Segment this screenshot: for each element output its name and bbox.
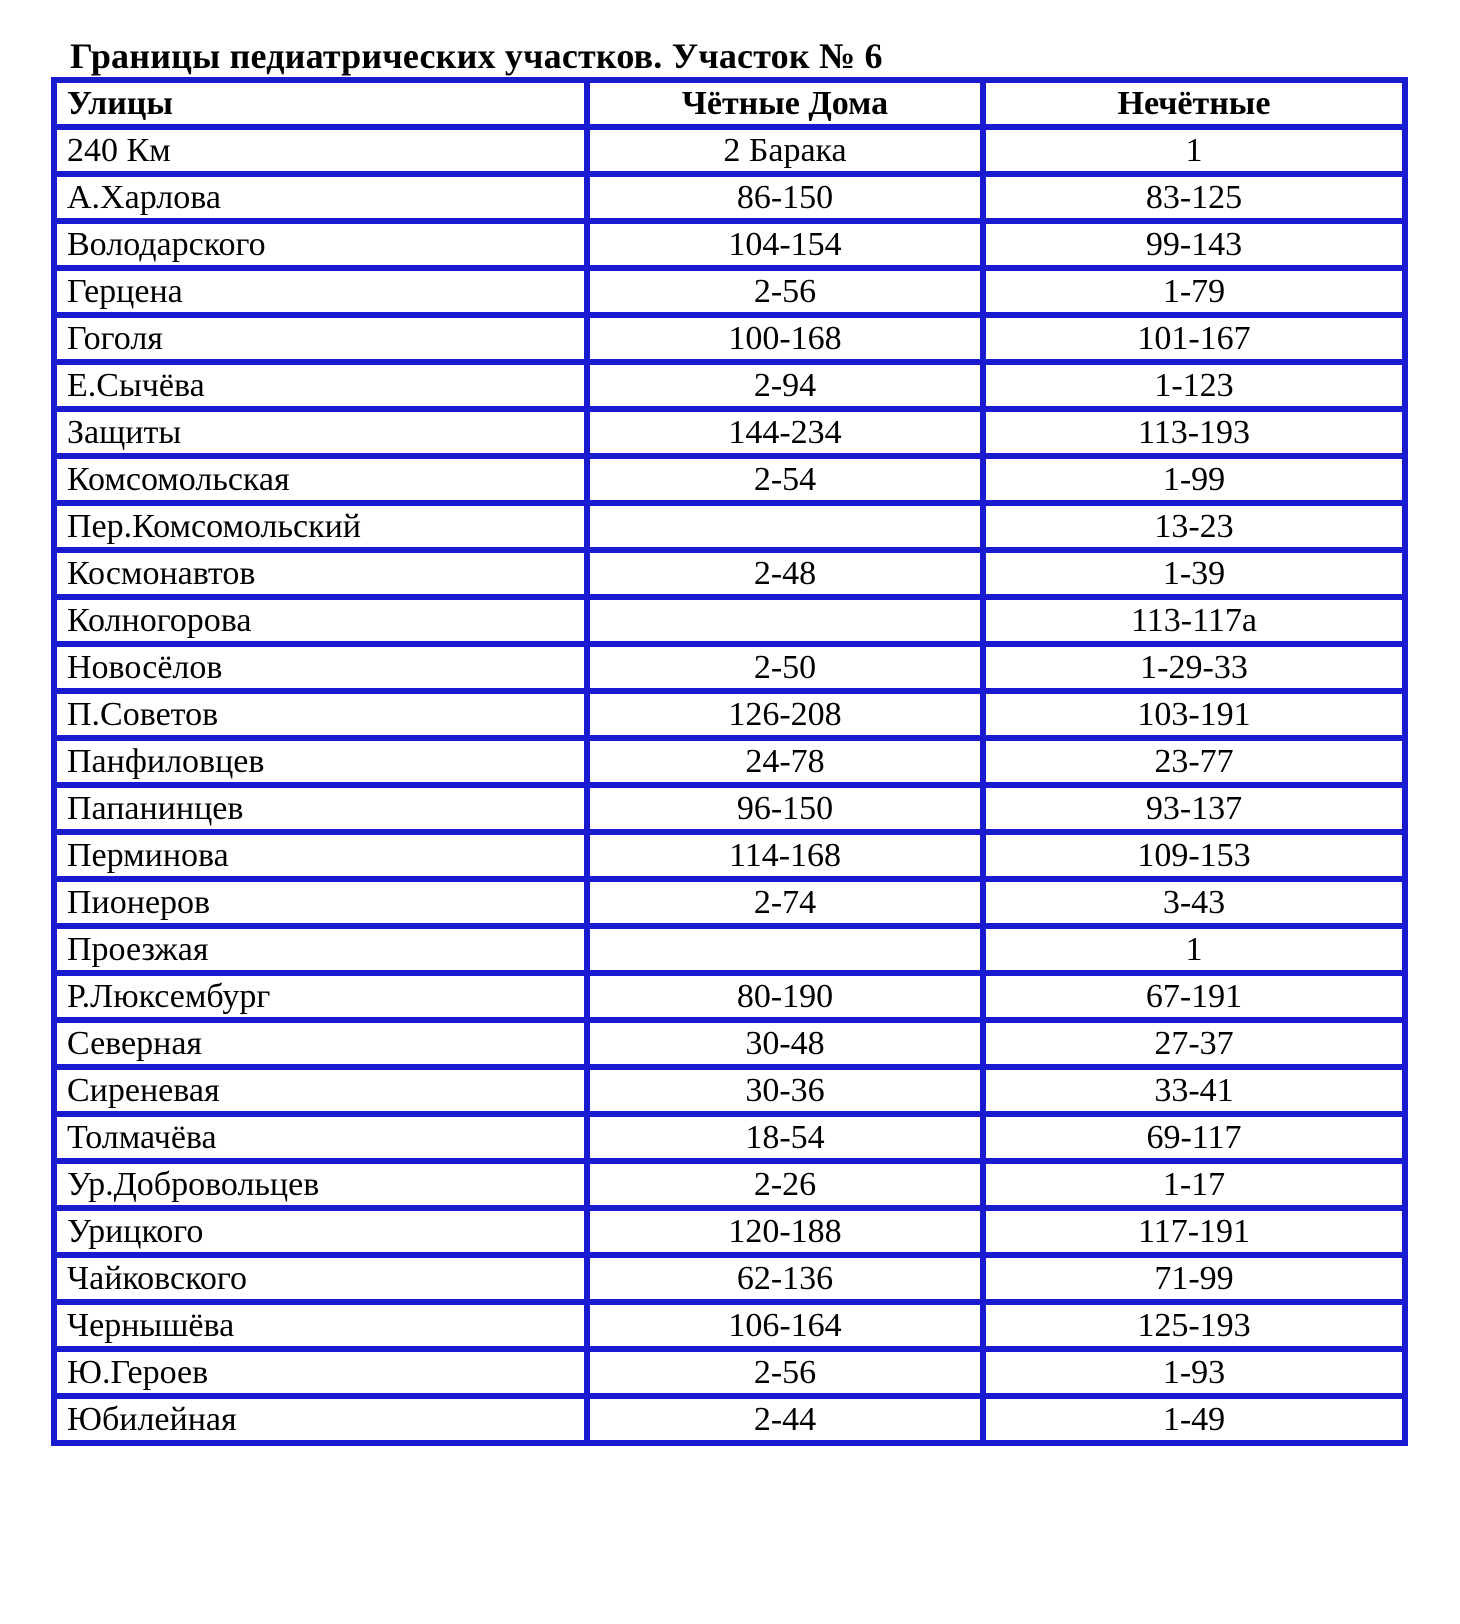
even-houses-cell: 80-190 xyxy=(587,973,983,1020)
even-houses-cell: 106-164 xyxy=(587,1302,983,1349)
table-row xyxy=(54,926,1405,973)
table-row xyxy=(54,362,1405,409)
odd-houses-cell: 1-17 xyxy=(983,1161,1405,1208)
even-houses-cell: 30-48 xyxy=(587,1020,983,1067)
street-cell: Колногорова xyxy=(54,597,587,644)
odd-houses-cell: 113-193 xyxy=(983,409,1405,456)
even-houses-cell: 18-54 xyxy=(587,1114,983,1161)
even-houses-cell: 86-150 xyxy=(587,174,983,221)
street-cell: Е.Сычёва xyxy=(54,362,587,409)
odd-houses-cell: 83-125 xyxy=(983,174,1405,221)
street-cell: Северная xyxy=(54,1020,587,1067)
odd-houses-cell: 93-137 xyxy=(983,785,1405,832)
street-cell: Герцена xyxy=(54,268,587,315)
street-cell: Новосёлов xyxy=(54,644,587,691)
table-row xyxy=(54,597,1405,644)
odd-houses-cell: 1-123 xyxy=(983,362,1405,409)
even-houses-cell: 30-36 xyxy=(587,1067,983,1114)
odd-houses-cell: 67-191 xyxy=(983,973,1405,1020)
odd-houses-cell: 117-191 xyxy=(983,1208,1405,1255)
table-row xyxy=(54,315,1405,362)
odd-houses-cell: 3-43 xyxy=(983,879,1405,926)
table-row xyxy=(54,738,1405,785)
even-houses-cell: 2-74 xyxy=(587,879,983,926)
street-cell: 240 Км xyxy=(54,127,587,174)
odd-houses-cell: 27-37 xyxy=(983,1020,1405,1067)
table-row xyxy=(54,268,1405,315)
even-houses-cell: 2-56 xyxy=(587,268,983,315)
odd-houses-cell: 125-193 xyxy=(983,1302,1405,1349)
even-houses-cell: 2-48 xyxy=(587,550,983,597)
even-houses-cell xyxy=(587,597,983,644)
street-cell: Ур.Добровольцев xyxy=(54,1161,587,1208)
table-row xyxy=(54,785,1405,832)
odd-houses-cell: 33-41 xyxy=(983,1067,1405,1114)
table-row xyxy=(54,1302,1405,1349)
header-odd-houses: Нечётные xyxy=(983,80,1405,127)
table-row xyxy=(54,1396,1405,1443)
even-houses-cell: 24-78 xyxy=(587,738,983,785)
street-cell: Урицкого xyxy=(54,1208,587,1255)
table-row xyxy=(54,1114,1405,1161)
street-cell: Защиты xyxy=(54,409,587,456)
street-cell: Толмачёва xyxy=(54,1114,587,1161)
odd-houses-cell: 1-39 xyxy=(983,550,1405,597)
odd-houses-cell: 71-99 xyxy=(983,1255,1405,1302)
street-cell: Гоголя xyxy=(54,315,587,362)
even-houses-cell: 2-54 xyxy=(587,456,983,503)
street-cell: Проезжая xyxy=(54,926,587,973)
table-header-row xyxy=(54,80,1405,127)
odd-houses-cell: 109-153 xyxy=(983,832,1405,879)
street-cell: А.Харлова xyxy=(54,174,587,221)
districts-table xyxy=(51,77,1408,1446)
table-row xyxy=(54,832,1405,879)
even-houses-cell xyxy=(587,926,983,973)
street-cell: Комсомольская xyxy=(54,456,587,503)
even-houses-cell: 126-208 xyxy=(587,691,983,738)
even-houses-cell xyxy=(587,503,983,550)
table-row xyxy=(54,691,1405,738)
odd-houses-cell: 1-93 xyxy=(983,1349,1405,1396)
even-houses-cell: 2-44 xyxy=(587,1396,983,1443)
even-houses-cell: 100-168 xyxy=(587,315,983,362)
odd-houses-cell: 103-191 xyxy=(983,691,1405,738)
table-row xyxy=(54,1349,1405,1396)
even-houses-cell: 2-26 xyxy=(587,1161,983,1208)
table-row xyxy=(54,879,1405,926)
even-houses-cell: 2 Барака xyxy=(587,127,983,174)
even-houses-cell: 96-150 xyxy=(587,785,983,832)
even-houses-cell: 62-136 xyxy=(587,1255,983,1302)
street-cell: Сиреневая xyxy=(54,1067,587,1114)
street-cell: Пер.Комсомольский xyxy=(54,503,587,550)
odd-houses-cell: 69-117 xyxy=(983,1114,1405,1161)
table-row xyxy=(54,1161,1405,1208)
table-row xyxy=(54,127,1405,174)
table-row xyxy=(54,503,1405,550)
street-cell: Пионеров xyxy=(54,879,587,926)
table-row xyxy=(54,1067,1405,1114)
street-cell: Перминова xyxy=(54,832,587,879)
street-cell: Чайковского xyxy=(54,1255,587,1302)
street-cell: Папанинцев xyxy=(54,785,587,832)
street-cell: Космонавтов xyxy=(54,550,587,597)
table-row xyxy=(54,973,1405,1020)
street-cell: Володарского xyxy=(54,221,587,268)
header-street: Улицы xyxy=(54,80,587,127)
odd-houses-cell: 1-79 xyxy=(983,268,1405,315)
odd-houses-cell: 1-49 xyxy=(983,1396,1405,1443)
table-row xyxy=(54,1255,1405,1302)
even-houses-cell: 120-188 xyxy=(587,1208,983,1255)
even-houses-cell: 114-168 xyxy=(587,832,983,879)
even-houses-cell: 2-50 xyxy=(587,644,983,691)
even-houses-cell: 2-56 xyxy=(587,1349,983,1396)
street-cell: Ю.Героев xyxy=(54,1349,587,1396)
even-houses-cell: 2-94 xyxy=(587,362,983,409)
street-cell: Юбилейная xyxy=(54,1396,587,1443)
odd-houses-cell: 101-167 xyxy=(983,315,1405,362)
odd-houses-cell: 99-143 xyxy=(983,221,1405,268)
table-row xyxy=(54,550,1405,597)
table-row xyxy=(54,409,1405,456)
odd-houses-cell: 13-23 xyxy=(983,503,1405,550)
odd-houses-cell: 1 xyxy=(983,127,1405,174)
street-cell: П.Советов xyxy=(54,691,587,738)
odd-houses-cell: 23-77 xyxy=(983,738,1405,785)
header-even-houses: Чётные Дома xyxy=(587,80,983,127)
odd-houses-cell: 1 xyxy=(983,926,1405,973)
even-houses-cell: 144-234 xyxy=(587,409,983,456)
street-cell: Р.Люксембург xyxy=(54,973,587,1020)
table-row xyxy=(54,1020,1405,1067)
street-cell: Чернышёва xyxy=(54,1302,587,1349)
even-houses-cell: 104-154 xyxy=(587,221,983,268)
table-row xyxy=(54,644,1405,691)
odd-houses-cell: 113-117а xyxy=(983,597,1405,644)
street-cell: Панфиловцев xyxy=(54,738,587,785)
table-row xyxy=(54,1208,1405,1255)
table-row xyxy=(54,456,1405,503)
document-title: Границы педиатрических участков. Участок № 6 xyxy=(70,36,883,76)
odd-houses-cell: 1-99 xyxy=(983,456,1405,503)
table-row xyxy=(54,174,1405,221)
odd-houses-cell: 1-29-33 xyxy=(983,644,1405,691)
table-row xyxy=(54,221,1405,268)
table-body xyxy=(54,127,1405,1443)
